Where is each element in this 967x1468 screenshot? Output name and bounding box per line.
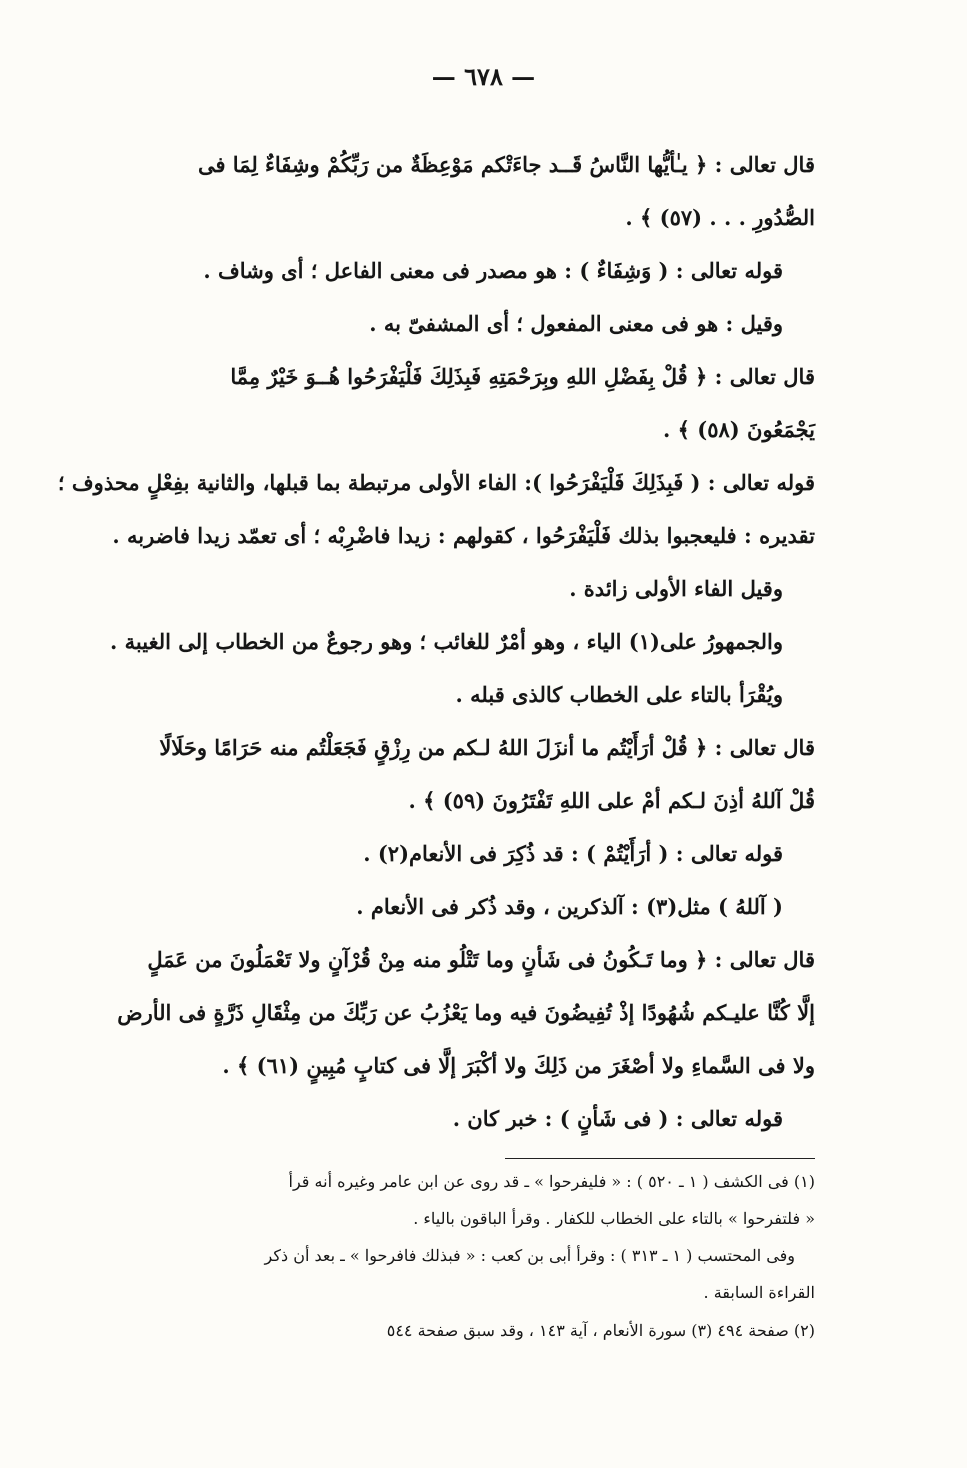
verse-57-line-2: الصُّدُورِ . . . (٥٧) ﴾ . <box>625 205 815 230</box>
commentary-line: وقيل الفاء الأولى زائدة . <box>569 576 783 601</box>
main-text <box>57 138 815 1145</box>
footnote-1-line: « فلتفرحوا » بالتاء على الخطاب للكفار . وقرأ الباقون بالياء . <box>413 1209 815 1228</box>
verse-59-line-2: قُلْ آللهُ أذِنَ لـكم أمْ على اللهِ تَفْتَرُونَ (٥٩) ﴾ . <box>408 788 815 813</box>
footnotes <box>160 1163 815 1351</box>
footnote-1-line: القراءة السابقة . <box>703 1283 815 1302</box>
commentary-line: ( آللهُ ) مثل(٣) : آلذكرين ، وقد ذُكر فى الأنعام . <box>356 894 783 919</box>
verse-61-line-1: قال تعالى : ﴿ وما تَـكُونُ فى شَأنٍ وما تَتْلُو منه مِنْ قُرْآنٍ ولا تَعْمَلُونَ من عَمَلٍ <box>147 947 815 972</box>
verse-58-line-1: قال تعالى : ﴿ قُلْ بِفَضْلِ اللهِ وبِرَحْمَتِهِ فَبِذَلِكَ فَلْيَفْرَحُوا هُــوَ خَيْرٌ مِمَّا <box>230 364 815 389</box>
verse-61-line-2: إلَّا كُنَّا عليـكم شُهُودًا إذْ تُفِيضُونَ فيه وما يَعْزُبُ عن رَبِّكَ من مِثْقَالِ ذَرَّةٍ فى الأرض <box>117 1000 815 1025</box>
commentary-line: والجمهورُ على(١) الياء ، وهو أمْرٌ للغائب ؛ وهو رجوعٌ من الخطاب إلى الغيبة . <box>110 629 783 654</box>
footnotes-2-3: (٢) صفحة ٤٩٤ (٣) سورة الأنعام ، آية ١٤٣ ، وقد سبق صفحة ٥٤٤ <box>386 1321 815 1340</box>
commentary-line: قوله تعالى : ( أرَأَيْتُمْ ) : قد ذُكِرَ فى الأنعام(٢) . <box>363 841 783 866</box>
footnote-1-line: (١) فى الكشف ( ١ ـ ٥٢٠ ) : « فليفرحوا » ـ قد روى عن ابن عامر وغيره أنه قرأ <box>288 1172 815 1191</box>
footnote-1-line: وفى المحتسب ( ١ ـ ٣١٣ ) : وقرأ أبى بن كعب : « فبذلك فافرحوا » ـ بعد أن ذكر <box>264 1246 795 1265</box>
page-number: — ٦٧٨ — <box>431 62 536 91</box>
verse-61-line-3: ولا فى السَّماءِ ولا أصْغَرَ من ذَلِكَ ولا أكْبَرَ إلَّا فى كتابٍ مُبِينٍ (٦١) ﴾ . <box>222 1053 815 1078</box>
commentary-line: وقيل : هو فى معنى المفعول ؛ أى المشفىّ به . <box>369 311 783 336</box>
verse-59-line-1: قال تعالى : ﴿ قُلْ أرَأَيْتُم ما أنزَلَ اللهُ لـكم من رِزْقٍ فَجَعَلْتُم منه حَرَامًا وحَلَالًا <box>159 735 815 760</box>
commentary-line: قوله تعالى : ( وَشِفَاءٌ ) : هو مصدر فى معنى الفاعل ؛ أى وشاف . <box>203 258 783 283</box>
verse-57-line-1: قال تعالى : ﴿ يـٰأيُّها النَّاسُ قَــد جاءَتْكم مَوْعِظَةٌ من رَبِّكُمْ وشِفَاءٌ لِمَا فى <box>197 152 815 177</box>
commentary-line: قوله تعالى : ( فى شَأنٍ ) : خبر كان . <box>452 1106 783 1131</box>
commentary-line: تقديره : فليعجبوا بذلك فَلْيَفْرَحُوا ، كقولهم : زيدا فاضْرِبْه ؛ أى تعمّد زيدا فاضربه . <box>112 523 815 548</box>
commentary-line: ويُقْرَأ بالتاء على الخطاب كالذى قبله . <box>455 682 783 707</box>
footnote-separator <box>505 1158 815 1159</box>
verse-58-line-2: يَجْمَعُونَ (٥٨) ﴾ . <box>663 417 815 442</box>
commentary-line: قوله تعالى : ( فَبِذَلِكَ فَلْيَفْرَحُوا ): الفاء الأولى مرتبطة بما قبلها، والثانية بفِعْلٍ محذوف ؛ <box>57 470 815 495</box>
